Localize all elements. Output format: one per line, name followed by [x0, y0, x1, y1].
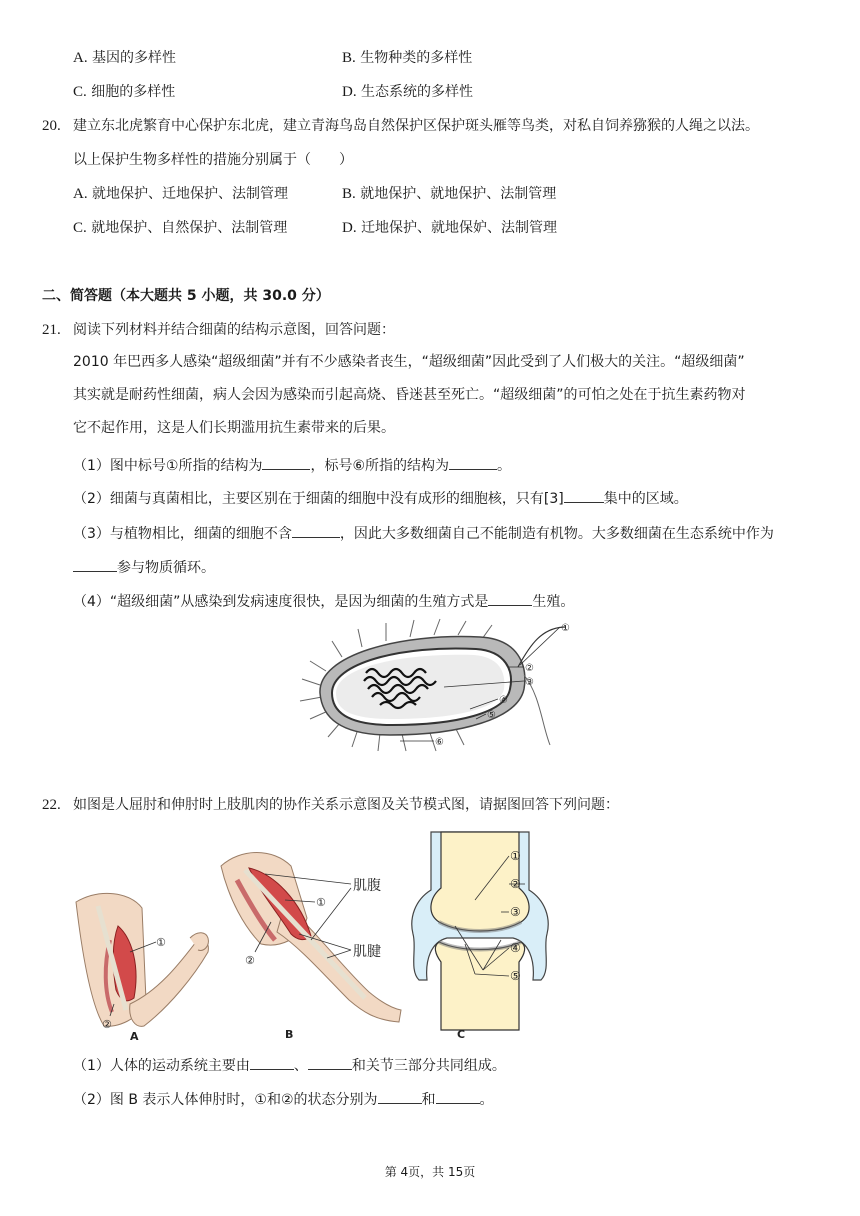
text: 、: [293, 1058, 308, 1074]
figure-b-label: B: [285, 1028, 294, 1041]
q21-subquestion-3: [73, 523, 774, 544]
label-2: ②: [245, 954, 255, 967]
q20-option-b: [342, 184, 556, 204]
figure-c-label: C: [457, 1028, 466, 1041]
q19-option-b: [342, 48, 472, 68]
section-heading: 二、简答题（本大题共 5 小题，共 30.0 分）: [42, 288, 330, 304]
answer-blank[interactable]: [262, 455, 310, 470]
answer-blank[interactable]: [73, 557, 117, 572]
text: （1）人体的运动系统主要由: [73, 1058, 250, 1074]
q20-stem-line2: 以上保护生物多样性的措施分别属于（ ）: [73, 152, 353, 168]
option-text: 迁地保护、就地保妒、法制管理: [361, 220, 558, 236]
text: 。: [497, 458, 512, 474]
label-3: ③: [525, 677, 534, 688]
option-letter: A.: [73, 50, 88, 66]
answer-blank[interactable]: [250, 1055, 294, 1070]
q22-number: 22.: [42, 797, 61, 813]
figure-a-label: A: [130, 1030, 139, 1043]
q21-subquestion-4: [73, 591, 574, 612]
arm-flexion-figure-a: [70, 880, 220, 1045]
option-text: 基因的多样性: [92, 50, 177, 66]
q21-subquestion-1: [73, 455, 511, 476]
text: （2）细菌与真菌相比，主要区别在于细菌的细胞中没有成形的细胞核，只有[3]: [73, 491, 564, 507]
option-letter: B.: [342, 186, 356, 202]
answer-blank[interactable]: [488, 591, 532, 606]
option-letter: D.: [342, 84, 357, 100]
q21-material-line3: 它不起作用，这是人们长期滥用抗生素带来的后果。: [73, 420, 395, 436]
q20-option-a: [73, 184, 288, 204]
label-2: ②: [510, 877, 521, 891]
option-text: 就地保护、迁地保护、法制管理: [92, 186, 289, 202]
text: 和: [421, 1092, 436, 1108]
page-footer: 第 4页，共 15页: [384, 1165, 476, 1179]
option-text: 就地保护、自然保护、法制管理: [91, 220, 288, 236]
option-text: 生物种类的多样性: [360, 50, 473, 66]
label-3: ③: [510, 905, 521, 919]
label-4: ④: [510, 941, 521, 955]
q21-number: 21.: [42, 322, 61, 338]
q19-option-c: [73, 82, 175, 102]
option-text: 细胞的多样性: [91, 84, 176, 100]
text: 集中的区域。: [603, 491, 688, 507]
label-1: ①: [156, 936, 166, 949]
label-1: ①: [316, 896, 326, 909]
label-5: ⑤: [510, 969, 521, 983]
joint-socket-bone: [435, 942, 524, 1030]
text: 和关节三部分共同组成。: [351, 1058, 506, 1074]
text: 参与物质循环。: [117, 560, 215, 576]
label-1: ①: [510, 849, 521, 863]
q19-option-d: [342, 82, 473, 102]
q20-option-c: [73, 218, 287, 238]
answer-blank[interactable]: [449, 455, 497, 470]
option-letter: C.: [73, 84, 87, 100]
arm-extension-figure-b: [215, 840, 415, 1045]
label-2: ②: [102, 1018, 112, 1031]
answer-blank[interactable]: [292, 523, 340, 538]
text: （2）图 B 表示人体伸肘时，①和②的状态分别为: [73, 1092, 378, 1108]
text: ，标号⑥所指的结构为: [310, 458, 450, 474]
q20-number: 20.: [42, 118, 61, 134]
option-letter: B.: [342, 50, 356, 66]
tendon-label: 肌腱: [353, 944, 381, 960]
q19-option-a: [73, 48, 176, 68]
q22-subquestion-1: [73, 1055, 506, 1076]
label-4: ④: [499, 695, 508, 706]
q22-stem: 如图是人屈肘和伸肘时上肢肌肉的协作关系示意图及关节模式图，请据图回答下列问题：: [73, 797, 619, 813]
flagellum: [518, 627, 566, 667]
answer-blank[interactable]: [378, 1089, 422, 1104]
option-text: 生态系统的多样性: [361, 84, 474, 100]
text: 。: [479, 1092, 494, 1108]
text: 生殖。: [532, 594, 575, 610]
label-6: ⑥: [435, 737, 444, 748]
joint-model-figure-c: [405, 830, 555, 1045]
label-5: ⑤: [487, 710, 496, 721]
q21-material-line1: 2010 年巴西多人感染“超级细菌”并有不少感染者丧生，“超级细菌”因此受到了人们极大的关注。“超级细菌”: [73, 354, 745, 370]
muscle-belly-label: 肌腹: [353, 878, 381, 894]
text: （4）“超级细菌”从感染到发病速度很快，是因为细菌的生殖方式是: [73, 594, 489, 610]
q21-material-line2: 其实就是耐药性细菌，病人会因为感染而引起高烧、昏迷甚至死亡。“超级细菌”的可怕之处在于抗生素药物对: [73, 387, 746, 403]
option-letter: A.: [73, 186, 88, 202]
q21-subquestion-3-cont: [73, 557, 215, 578]
q20-stem-line1: 建立东北虎繁育中心保护东北虎，建立青海鸟岛自然保护区保护斑头雁等鸟类，对私自饲养猕猴的人绳之以法。: [73, 118, 759, 134]
option-letter: C.: [73, 220, 87, 236]
option-letter: D.: [342, 220, 357, 236]
q22-subquestion-2: [73, 1089, 494, 1110]
label-1: ①: [561, 623, 570, 634]
q21-subquestion-2: [73, 488, 688, 509]
answer-blank[interactable]: [436, 1089, 480, 1104]
q21-intro: 阅读下列材料并结合细菌的结构示意图，回答问题：: [73, 322, 395, 338]
text: ，因此大多数细菌自己不能制造有机物。大多数细菌在生态系统中作为: [339, 526, 774, 542]
option-text: 就地保护、就地保护、法制管理: [360, 186, 557, 202]
text: （1）图中标号①所指的结构为: [73, 458, 263, 474]
label-2: ②: [525, 663, 534, 674]
bacterium-diagram: [280, 615, 580, 760]
q20-option-d: [342, 218, 557, 238]
answer-blank[interactable]: [564, 488, 604, 503]
text: （3）与植物相比，细菌的细胞不含: [73, 526, 292, 542]
answer-blank[interactable]: [308, 1055, 352, 1070]
